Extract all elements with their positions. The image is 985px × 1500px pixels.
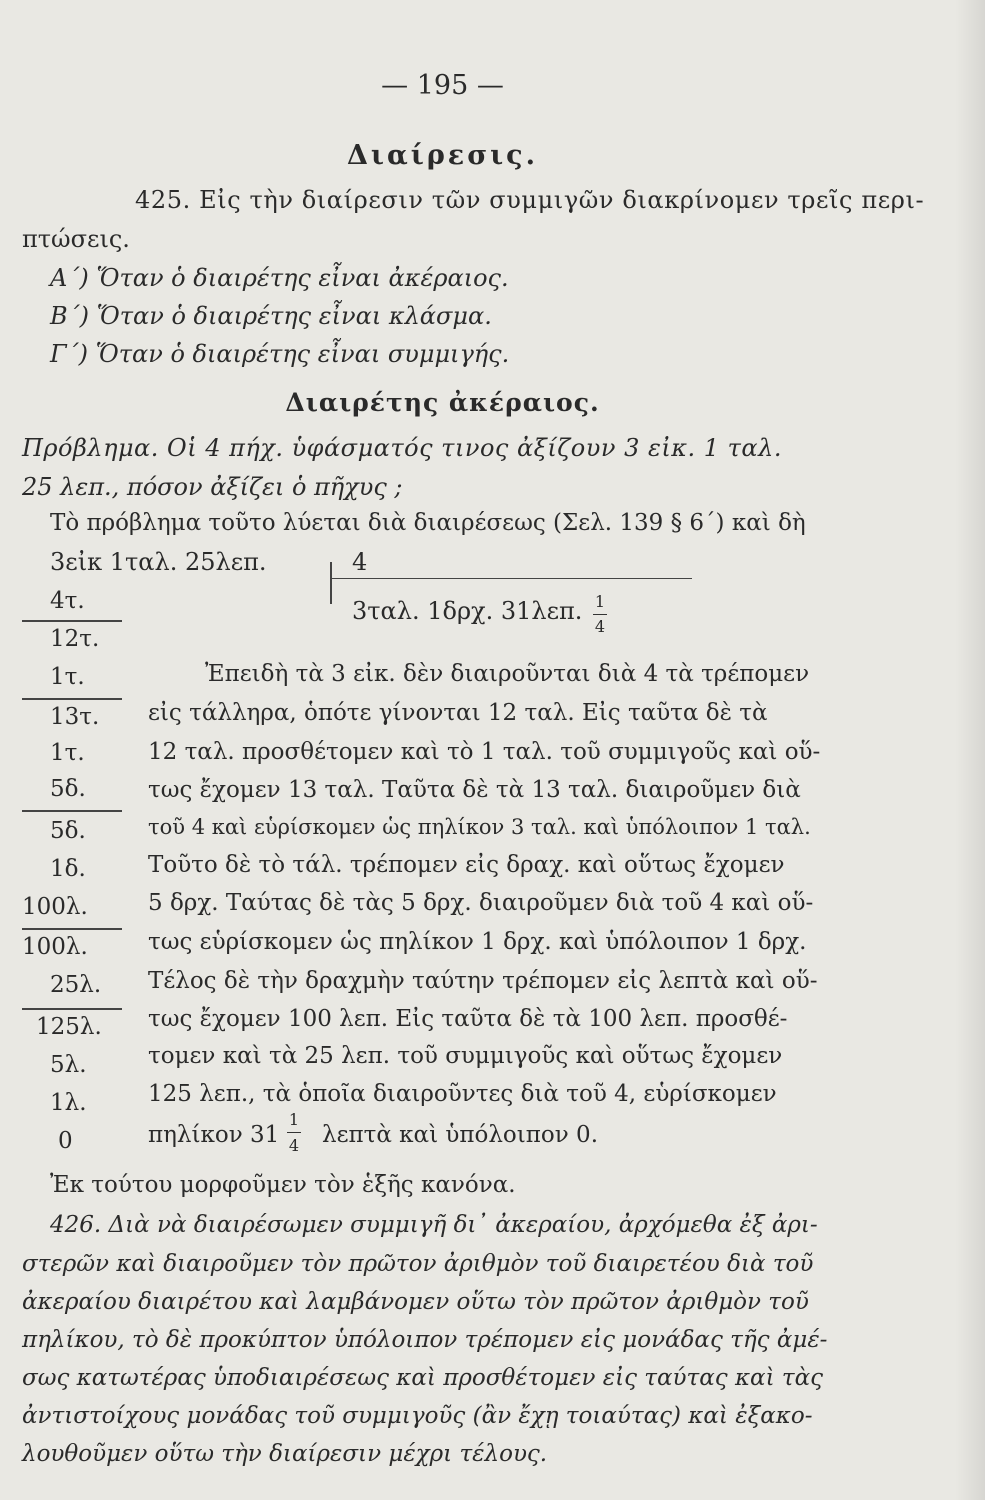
work-step: 0 — [58, 1128, 73, 1154]
explanation-line: τοῦ 4 καὶ εὑρίσκομεν ὡς πηλίκον 3 ταλ. καὶ ὑπόλοιπον 1 ταλ. — [148, 815, 811, 839]
work-step: 25λ. — [50, 972, 102, 998]
case-c: Γ΄) Ὅταν ὁ διαιρέτης εἶναι συμμιγής. — [50, 340, 510, 368]
work-step: 5λ. — [50, 1052, 87, 1078]
intro-line-1: 425. Εἰς τὴν διαίρεσιν τῶν συμμιγῶν διακρίνομεν τρεῖς περι- — [135, 186, 925, 214]
problem-line-2: 25 λεπ., πόσον ἀξίζει ὁ πῆχυς ; — [22, 473, 403, 501]
last-fraction-denominator: 4 — [288, 1136, 300, 1155]
work-step: 4τ. — [50, 588, 85, 614]
quotient-fraction-bar — [593, 614, 607, 615]
explanation-line: 12 ταλ. προσθέτομεν καὶ τὸ 1 ταλ. τοῦ συμμιγοῦς καὶ οὕ- — [148, 739, 821, 765]
rule-line: ἀκεραίου διαιρέτου καὶ λαμβάνομεν οὕτω τὸν πρῶτον ἀριθμὸν τοῦ — [22, 1289, 809, 1315]
division-vertical-line — [330, 562, 332, 604]
work-step: 5δ. — [50, 818, 86, 844]
last-fraction-numerator: 1 — [288, 1110, 300, 1129]
last-line-after: λεπτὰ καὶ ὑπόλοιπον 0. — [322, 1122, 598, 1148]
explanation-line: τως ἔχομεν 13 ταλ. Ταῦτα δὲ τὰ 13 ταλ. διαιροῦμεν διὰ — [148, 777, 801, 803]
explanation-line: Τέλος δὲ τὴν δραχμὴν ταύτην τρέπομεν εἰς λεπτὰ καὶ οὕ- — [148, 968, 818, 994]
work-step: 1τ. — [50, 740, 85, 766]
work-step: 1τ. — [50, 664, 85, 690]
rule-line: 426. Διὰ νὰ διαιρέσωμεν συμμιγῆ δι᾽ ἀκεραίου, ἀρχόμεθα ἐξ ἀρι- — [50, 1212, 818, 1238]
work-step: 13τ. — [50, 704, 100, 730]
explanation-line: τως ἔχομεν 100 λεπ. Εἰς ταῦτα δὲ τὰ 100 λεπ. προσθέ- — [148, 1006, 788, 1032]
division-divisor: 4 — [352, 548, 368, 576]
work-step: 100λ. — [22, 934, 88, 960]
explanation-line: 125 λεπ., τὰ ὁποῖα διαιροῦντες διὰ τοῦ 4, εὑρίσκομεν — [148, 1081, 777, 1107]
quotient-fraction-numerator: 1 — [594, 592, 606, 611]
quotient-fraction-denominator: 4 — [594, 617, 606, 636]
rule-line: σως κατωτέρας ὑποδιαιρέσεως καὶ προσθέτομεν εἰς ταύτας καὶ τὰς — [22, 1365, 824, 1391]
solution-intro: Τὸ πρόβλημα τοῦτο λύεται διὰ διαιρέσεως (Σελ. 139 § 6΄) καὶ δὴ — [50, 510, 806, 536]
page-number: — 195 — — [381, 70, 504, 101]
case-b: Β΄) Ὅταν ὁ διαιρέτης εἶναι κλάσμα. — [50, 302, 492, 330]
last-line-before: πηλίκον 31 — [148, 1122, 280, 1148]
work-rule — [22, 1008, 122, 1010]
rule-line: ἀντιστοίχους μονάδας τοῦ συμμιγοῦς (ἂν ἔχῃ τοιαύτας) καὶ ἐξακο- — [22, 1403, 813, 1429]
case-a: Α΄) Ὅταν ὁ διαιρέτης εἶναι ἀκέραιος. — [50, 264, 509, 292]
rule-intro: Ἐκ τούτου μορφοῦμεν τὸν ἑξῆς κανόνα. — [50, 1172, 516, 1198]
intro-line-2: πτώσεις. — [22, 225, 130, 253]
work-rule — [22, 620, 122, 622]
section-heading: Διαίρεσις. — [346, 140, 539, 171]
explanation-line: εἰς τάλληρα, ὁπότε γίνονται 12 ταλ. Εἰς ταῦτα δὲ τὰ — [148, 700, 768, 726]
work-step: 1λ. — [50, 1090, 87, 1116]
division-horizontal-line — [330, 578, 692, 579]
page-edge-shadow — [955, 0, 985, 1500]
rule-line: λουθοῦμεν οὕτω τὴν διαίρεσιν μέχρι τέλους. — [22, 1441, 548, 1467]
work-rule — [22, 928, 122, 930]
explanation-line: τως εὑρίσκομεν ὡς πηλίκον 1 δρχ. καὶ ὑπόλοιπον 1 δρχ. — [148, 929, 807, 955]
explanation-line: 5 δρχ. Ταύτας δὲ τὰς 5 δρχ. διαιροῦμεν διὰ τοῦ 4 καὶ οὕ- — [148, 890, 814, 916]
work-step: 1δ. — [50, 856, 86, 882]
last-fraction-bar — [287, 1132, 301, 1133]
work-step: 100λ. — [22, 894, 88, 920]
explanation-line: Ἐπειδὴ τὰ 3 εἰκ. δὲν διαιροῦνται διὰ 4 τὰ τρέπομεν — [205, 661, 810, 687]
work-step: 5δ. — [50, 776, 86, 802]
work-rule — [22, 810, 122, 812]
explanation-line: Τοῦτο δὲ τὸ τάλ. τρέπομεν εἰς δραχ. καὶ οὕτως ἔχομεν — [148, 852, 785, 878]
division-quotient: 3ταλ. 1δρχ. 31λεπ. — [352, 597, 583, 625]
division-dividend: 3εἰκ 1ταλ. 25λεπ. — [50, 548, 267, 576]
explanation-line: τομεν καὶ τὰ 25 λεπ. τοῦ συμμιγοῦς καὶ οὕτως ἔχομεν — [148, 1043, 783, 1069]
work-rule — [22, 698, 122, 700]
work-step: 12τ. — [50, 626, 100, 652]
rule-line: στερῶν καὶ διαιροῦμεν τὸν πρῶτον ἀριθμὸν τοῦ διαιρετέου διὰ τοῦ — [22, 1251, 814, 1277]
rule-line: πηλίκου, τὸ δὲ προκύπτον ὑπόλοιπον τρέπομεν εἰς μονάδας τῆς ἀμέ- — [22, 1327, 828, 1353]
work-step: 125λ. — [36, 1014, 102, 1040]
subheading: Διαιρέτης ἀκέραιος. — [285, 388, 600, 417]
problem-line-1: Πρόβλημα. Οἱ 4 πήχ. ὑφάσματός τινος ἀξίζουν 3 εἰκ. 1 ταλ. — [22, 434, 782, 462]
